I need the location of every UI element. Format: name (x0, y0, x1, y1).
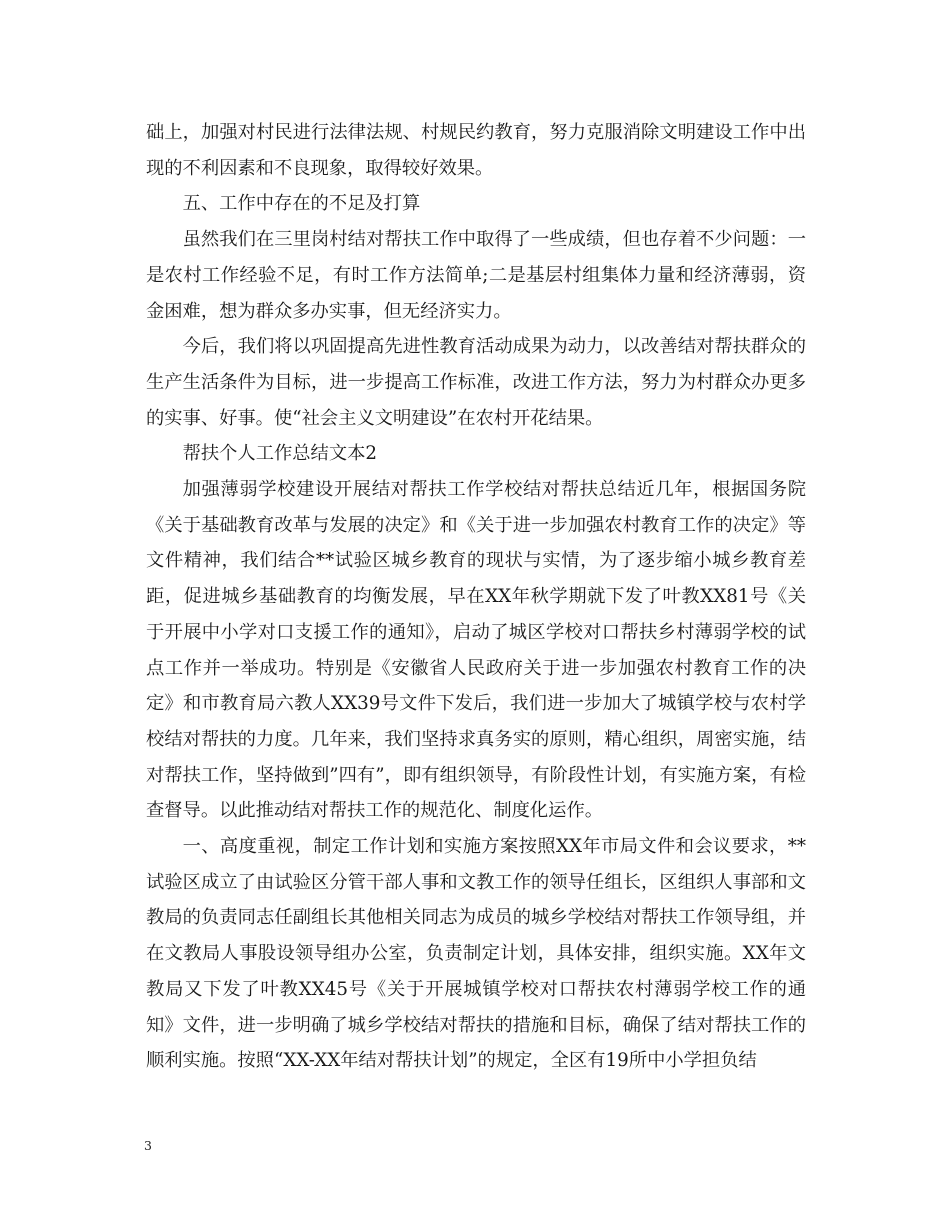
paragraph-section-one: 一、高度重视，制定工作计划和实施方案按照XX年市局文件和会议要求，**试验区成立了由试验区分管干部人事和文教工作的领导任组长，区组织人事部和文教局的负责同志任副组长其他相关同志为成员的城乡学校结对帮扶工作领导组，并在文教局人事股设领导组办公室，负责制定计划，具体安排，组织实施。XX年文教局又下发了叶教XX45号《关于开展城镇学校对口帮扶农村薄弱学校工作的通知》文件，进一步明确了城乡学校结对帮扶的措施和目标，确保了结对帮扶工作的顺利实施。按照“XX-XX年结对帮扶计划”的规定，全区有19所中小学担负结 (146, 836, 806, 1072)
section-heading-shortcomings-plans: 五、工作中存在的不足及打算 (182, 193, 421, 215)
paragraph-future-plans: 今后，我们将以巩固提高先进性教育活动成果为动力，以改善结对帮扶群众的生产生活条件为目标，进一步提高工作标准，改进工作方法，努力为村群众办更多的实事、好事。使“社会主义文明建设”在农村开花结果。 (146, 336, 806, 429)
page-number: 3 (144, 1138, 152, 1153)
document-subtitle: 帮扶个人工作总结文本2 (182, 443, 378, 465)
paragraph-continuation: 础上，加强对村民进行法律法规、村规民约教育，努力克服消除文明建设工作中出现的不利因素和不良现象，取得较好效果。 (146, 122, 806, 179)
paragraph-problems: 虽然我们在三里岗村结对帮扶工作中取得了一些成绩，但也存着不少问题：一是农村工作经验不足，有时工作方法简单;二是基层村组集体力量和经济薄弱，资金困难，想为群众多办实事，但无经济实力。 (146, 229, 806, 322)
document-body (146, 115, 806, 1079)
paragraph-school-pairing-summary: 加强薄弱学校建设开展结对帮扶工作学校结对帮扶总结近几年，根据国务院《关于基础教育改革与发展的决定》和《关于进一步加强农村教育工作的决定》等文件精神，我们结合**试验区城乡教育的现状与实情，为了逐步缩小城乡教育差距，促进城乡基础教育的均衡发展，早在XX年秋学期就下发了叶教XX81号《关于开展中小学对口支援工作的通知》，启动了城区学校对口帮扶乡村薄弱学校的试点工作并一举成功。特别是《安徽省人民政府关于进一步加强农村教育工作的决定》和市教育局六教人XX39号文件下发后，我们进一步加大了城镇学校与农村学校结对帮扶的力度。几年来，我们坚持求真务实的原则，精心组织，周密实施，结对帮扶工作，坚持做到”四有”，即有组织领导，有阶段性计划，有实施方案，有检查督导。以此推动结对帮扶工作的规范化、制度化运作。 (146, 479, 806, 822)
